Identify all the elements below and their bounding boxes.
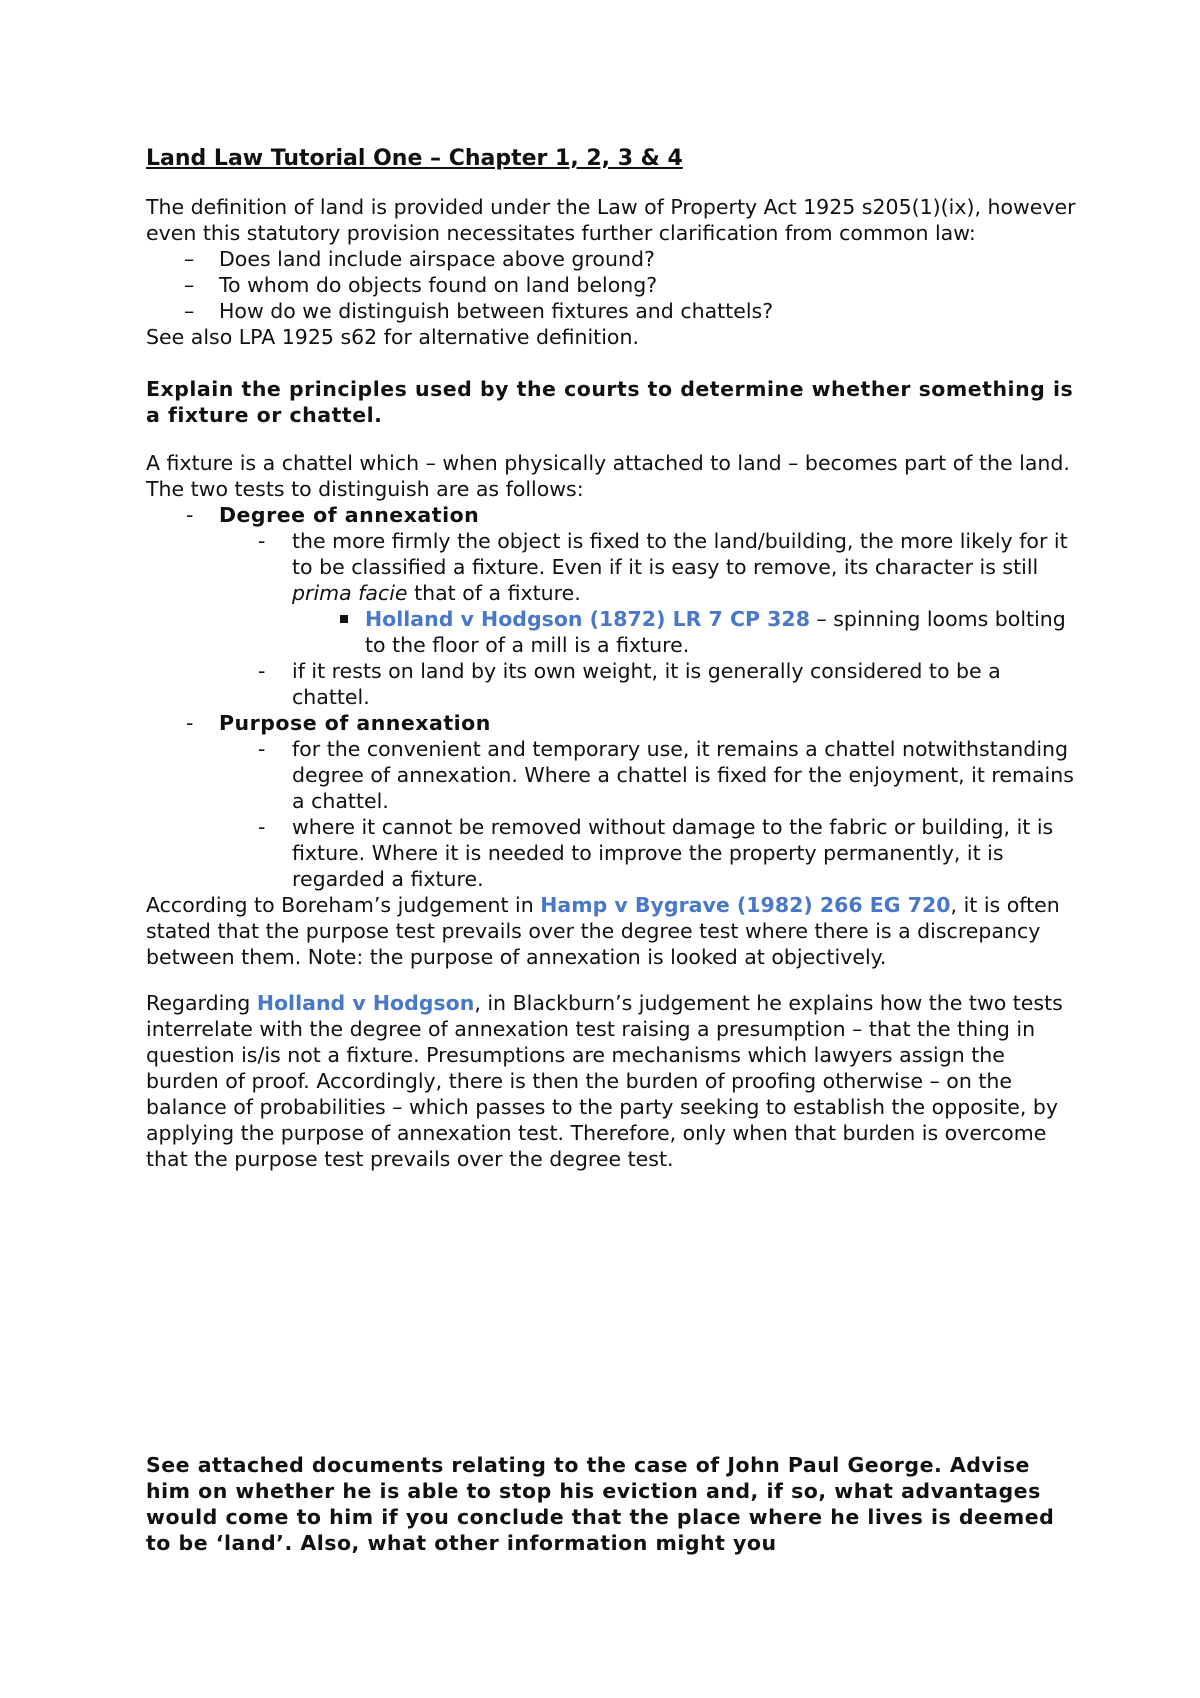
fixture-definition: A fixture is a chattel which – when physically attached to land – becomes part of the land. The two tests to distinguish are as follows:: [146, 451, 1070, 501]
degree-heading: Degree of annexation: [219, 503, 480, 527]
dash-bullet: -: [258, 737, 266, 761]
dash-bullet: -: [258, 815, 266, 839]
purpose-point-2: where it cannot be removed without damage to the fabric or building, it is fixture. Where it is needed to improve the property permanently, it is regarded a fixture.: [292, 815, 1054, 891]
purpose-heading: Purpose of annexation: [219, 711, 491, 735]
question-heading-2: See attached documents relating to the case of John Paul George. Advise him on whether he is able to stop his eviction and, if so, what advantages would come to him if you conclude that the place where he lives is deemed to be ‘land’. Also, what other information might you: [146, 1453, 1055, 1555]
dash-bullet: -: [258, 659, 266, 683]
regarding-paragraph: Regarding Holland v Hodgson, in Blackburn’s judgement he explains how the two tests interrelate with the degree of annexation test raising a presumption – that the thing in question is/is not a fixture. Presumptions are mechanisms which lawyers assign the burden of proof. Accordingly, there is then the burden of proofing otherwise – on the balance of probabilities – which passes to the party seeking to establish the opposite, by applying the purpose of annexation test. Therefore, only when that burden is overcome that the purpose test prevails over the degree test.: [146, 991, 1063, 1171]
second-question-block: [146, 1452, 1076, 1556]
page-title: Land Law Tutorial One – Chapter 1, 2, 3 & 4: [146, 146, 683, 171]
dash-bullet: –: [184, 247, 195, 271]
list-item: [146, 736, 1076, 814]
square-bullet-icon: [340, 615, 348, 623]
question-heading: Explain the principles used by the courts to determine whether something is a fixture or chattel.: [146, 377, 1074, 427]
list-item-text: How do we distinguish between fixtures and chattels?: [219, 299, 774, 323]
list-item-text: To whom do objects found on land belong?: [219, 273, 658, 297]
section-purpose-of-annexation: [146, 710, 1076, 736]
list-item: [146, 814, 1076, 892]
list-item: [146, 658, 1076, 710]
case-reference-line: Holland v Hodgson (1872) LR 7 CP 328 – spinning looms bolting to the floor of a mill is a fixture.: [365, 607, 1066, 657]
list-item: [146, 606, 1076, 658]
dash-bullet: -: [186, 711, 194, 735]
dash-bullet: –: [184, 299, 195, 323]
section-degree-of-annexation: [146, 502, 1076, 528]
intro-paragraph: The definition of land is provided under the Law of Property Act 1925 s205(1)(ix), however even this statutory provision necessitates further clarification from common law:: [146, 195, 1076, 245]
dash-bullet: -: [186, 503, 194, 527]
case-link-holland-short[interactable]: Holland v Hodgson: [256, 991, 475, 1015]
list-item-text: Does land include airspace above ground?: [219, 247, 655, 271]
dash-bullet: -: [258, 529, 266, 553]
list-item: [146, 272, 1076, 298]
case-link-hamp[interactable]: Hamp v Bygrave (1982) 266 EG 720: [540, 893, 951, 917]
purpose-point-1: for the convenient and temporary use, it remains a chattel notwithstanding degree of annexation. Where a chattel is fixed for the enjoyment, it remains a chattel.: [292, 737, 1074, 813]
see-also-line: See also LPA 1925 s62 for alternative definition.: [146, 325, 639, 349]
boreham-paragraph: According to Boreham’s judgement in Hamp v Bygrave (1982) 266 EG 720, it is often stated that the purpose test prevails over the degree test where there is a discrepancy between them. Note: the purpose of annexation is looked at objectively.: [146, 893, 1060, 969]
list-item: [146, 298, 1076, 324]
document-body: [146, 144, 1076, 1172]
list-item: [146, 528, 1076, 606]
list-item: [146, 246, 1076, 272]
dash-bullet: –: [184, 273, 195, 297]
degree-point-1: the more firmly the object is fixed to the land/building, the more likely for it to be classified a fixture. Even if it is easy to remove, its character is still prima facie that of a fixture.: [292, 529, 1068, 605]
case-link-holland[interactable]: Holland v Hodgson (1872) LR 7 CP 328: [365, 607, 810, 631]
degree-point-2: if it rests on land by its own weight, it is generally considered to be a chattel.: [292, 659, 1001, 709]
